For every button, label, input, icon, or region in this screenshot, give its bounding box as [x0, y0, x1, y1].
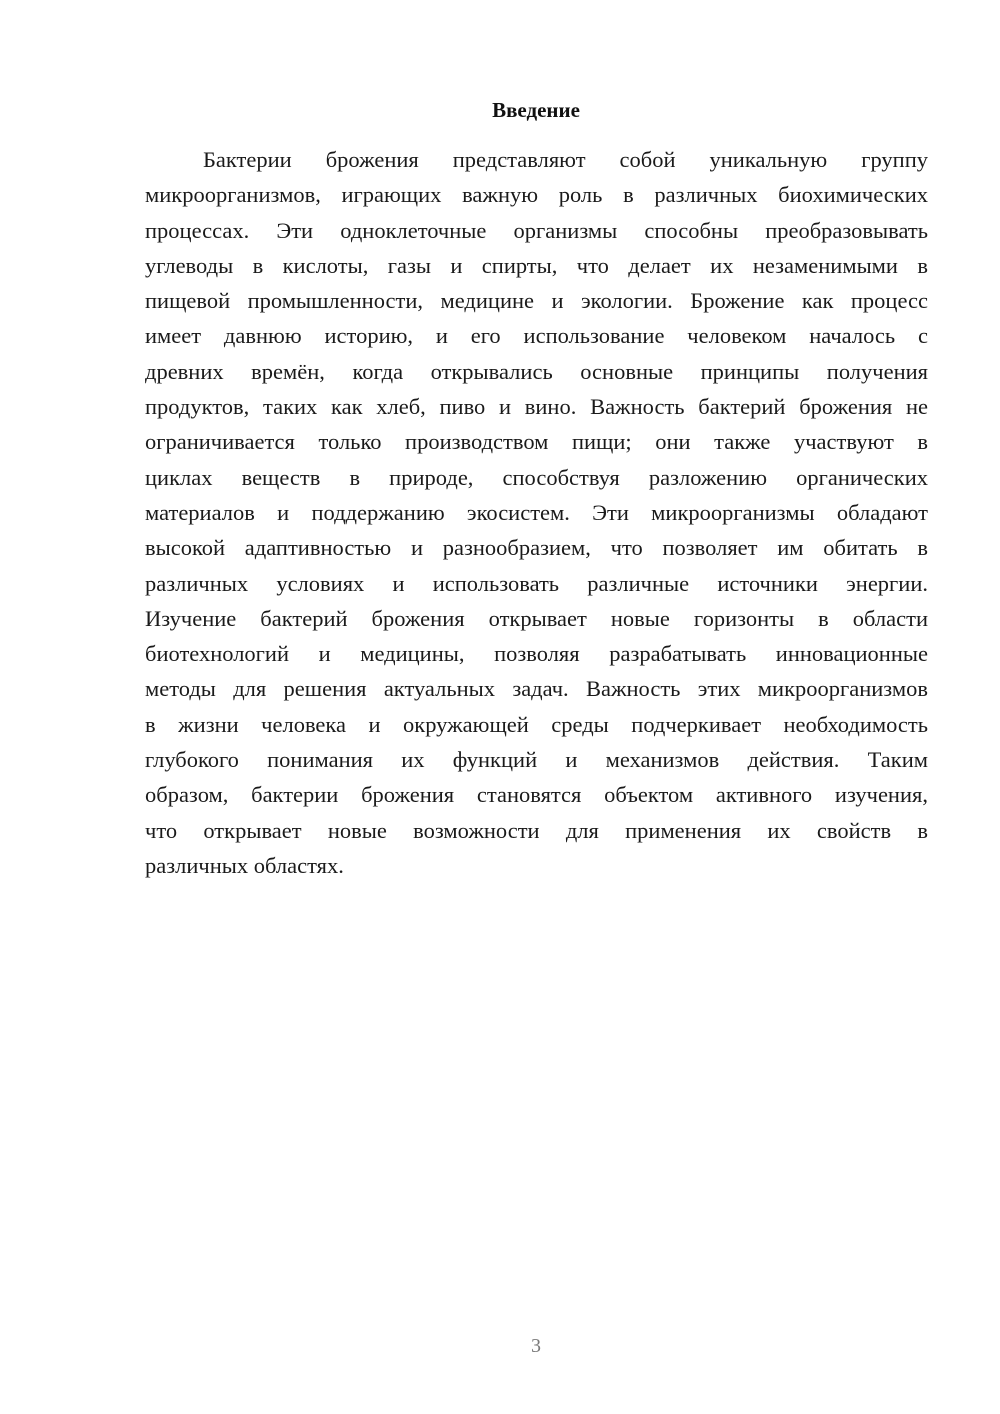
- paragraph-line: различных областях.: [145, 852, 344, 878]
- paragraph-line: что открывает новые возможности для применения их свойств в: [145, 817, 928, 843]
- paragraph-line: образом, бактерии брожения становятся объектом активного изучения,: [145, 782, 928, 808]
- paragraph-line: методы для решения актуальных задач. Важность этих микроорганизмов: [145, 676, 928, 702]
- paragraph-line: процессах. Эти одноклеточные организмы способны преобразовывать: [145, 217, 928, 243]
- paragraph-line: Изучение бактерий брожения открывает новые горизонты в области: [145, 605, 928, 631]
- paragraph-line: продуктов, таких как хлеб, пиво и вино. Важность бактерий брожения не: [145, 394, 928, 420]
- page-number: 3: [531, 1335, 541, 1357]
- paragraph-line: материалов и поддержанию экосистем. Эти микроорганизмы обладают: [145, 499, 928, 525]
- paragraph-line: высокой адаптивностью и разнообразием, что позволяет им обитать в: [145, 535, 928, 561]
- paragraph-line: углеводы в кислоты, газы и спирты, что делает их незаменимыми в: [145, 252, 928, 278]
- paragraph-line: в жизни человека и окружающей среды подчеркивает необходимость: [145, 711, 928, 737]
- section-heading: Введение: [492, 98, 580, 122]
- paragraph-line: Бактерии брожения представляют собой уникальную группу: [203, 147, 928, 172]
- paragraph-line: пищевой промышленности, медицине и экологии. Брожение как процесс: [145, 288, 928, 314]
- paragraph-line: микроорганизмов, играющих важную роль в различных биохимических: [145, 182, 928, 208]
- paragraph-line: различных условиях и использовать различные источники энергии.: [145, 570, 928, 596]
- paragraph-line: биотехнологий и медицины, позволяя разрабатывать инновационные: [145, 641, 928, 667]
- paragraph: [145, 142, 928, 883]
- paragraph-line: глубокого понимания их функций и механизмов действия. Таким: [145, 747, 928, 773]
- paragraph-line: древних времён, когда открывались основные принципы получения: [145, 358, 928, 384]
- paragraph-line: циклах веществ в природе, способствуя разложению органических: [145, 464, 928, 490]
- paragraph-line: имеет давнюю историю, и его использование человеком началось с: [145, 323, 928, 349]
- paragraph-line: ограничивается только производством пищи; они также участвуют в: [145, 429, 928, 455]
